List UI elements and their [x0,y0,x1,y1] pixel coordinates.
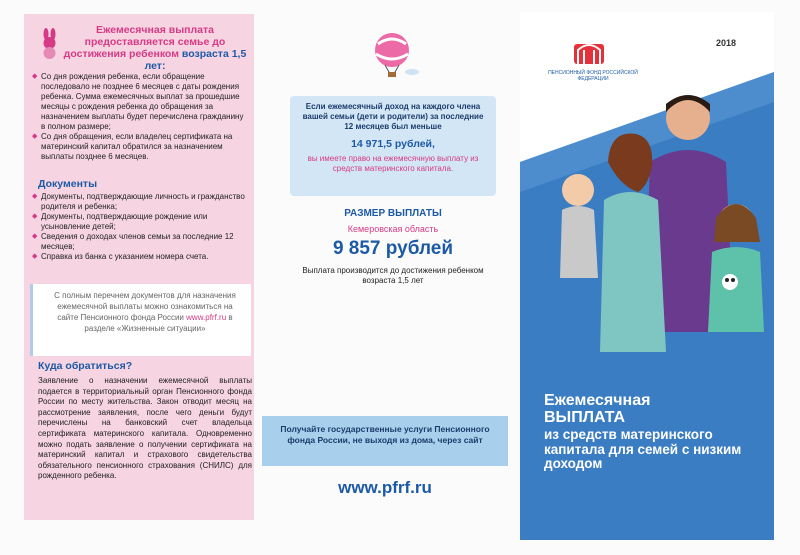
pfr-logo-text: ПЕНСИОННЫЙ ФОНД РОССИЙСКОЙ ФЕДЕРАЦИИ [548,70,638,82]
services-box [262,416,508,466]
year-label: 2018 [716,38,737,48]
pfrf-link[interactable]: www.pfrf.ru [186,313,227,322]
left-panel [24,14,254,520]
bunny-icon [38,28,62,60]
list-item: ◆ Со дня обращения, если владелец сертификата на материнский капитал обратился за назначением выплаты позднее 6 месяцев. [32,132,248,162]
pfr-logo-icon [572,38,606,66]
payment-size-title: РАЗМЕР ВЫПЛАТЫ [344,208,442,219]
region-label: Кемеровская область [347,224,439,234]
list-item: ◆ Справка из банка с указанием номера счета. [32,252,248,262]
site-link[interactable]: www.pfrf.ru [338,478,432,497]
left-header: Ежемесячная выплата предоставляется семье до достижения ребенком возраста 1,5 лет: [63,24,247,72]
documents-note: С полным перечнем документов для назначения ежемесячной выплаты можно ознакомиться на сайте Пенсионного фонда России www.pfrf.ru в разделе «Жизненные ситуации» [30,284,251,356]
list-item: ◆ Документы, подтверждающие личность и гражданство родителя и ребенка; [32,192,248,212]
income-box [290,96,496,196]
cover-subtitle: из средств материнского капитала для семей с низким доходом [544,427,742,471]
list-item: ◆ Сведения о доходах членов семьи за последние 12 месяцев; [32,232,248,252]
payment-amount: 9 857 рублей [332,238,454,259]
family-photo [520,82,774,382]
payment-note: Выплата производится до достижения ребенком возраста 1,5 лет [302,266,484,285]
services-text: Получайте государственные услуги Пенсионного фонда России, не выходя из дома, через сайт [280,424,490,445]
timing-list [32,72,248,162]
documents-list [32,192,248,262]
income-right-text: вы имеете право на ежемесячную выплату из средств материнского капитала. [307,154,479,173]
cover-title: Ежемесячная ВЫПЛАТА [544,392,651,426]
documents-title: Документы [38,178,98,190]
where-text: Заявление о назначении ежемесячной выплаты подается в территориальный орган Пенсионного фонда России по месту жительства. Закон отводит месяц на рассмотрение заявления, после чего деньги будут перечислены на банковский счет владельца сертификата материнского капитала. Одновременно можно подать заявление о получении сертификата на материнский капитал и страхового свидетельства обязательного пенсионного страхования (СНИЛС) для рожденного ребенка. [38,376,252,481]
list-item: ◆ Документы, подтверждающие рождение или усыновление детей; [32,212,248,232]
income-text: Если ежемесячный доход на каждого члена вашей семьи (дети и родители) за последние 12 месяцев был меньше [302,102,484,131]
income-sum: 14 971,5 рублей, [351,138,435,150]
where-title: Куда обратиться? [38,360,133,372]
list-item: ◆ Со дня рождения ребенка, если обращение последовало не позднее 6 месяцев с даты рождения ребенка. Сумма ежемесячных выплат за прошедшие месяцы с рождения ребенка до обращения за назначением выплаты будет перечислена гражданину в полном размере; [32,72,248,132]
balloon-icon [368,30,422,80]
